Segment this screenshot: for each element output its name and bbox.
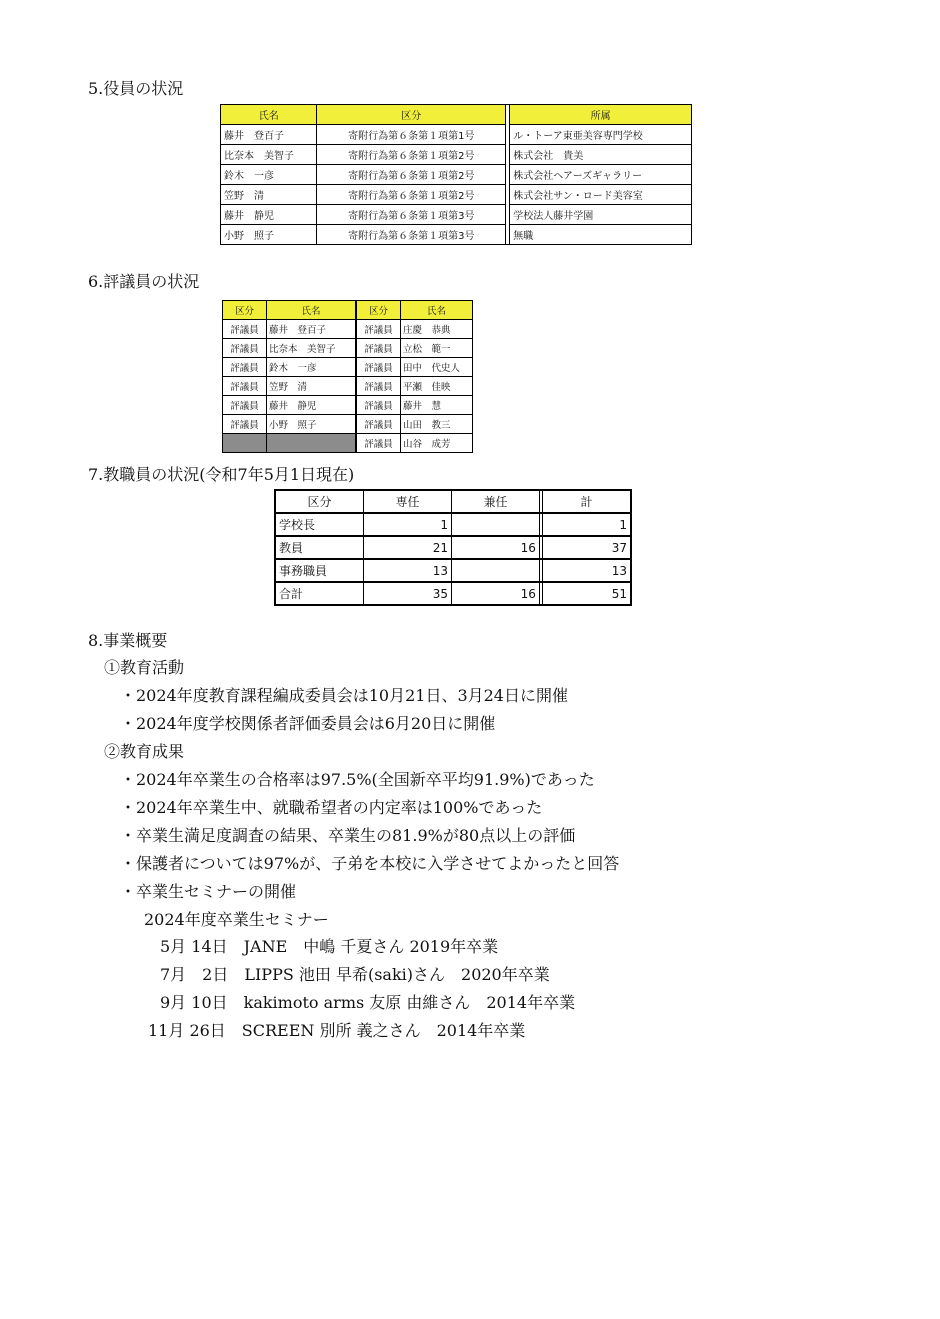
staff-category: 学校長 <box>276 514 364 537</box>
subheading-education-activities: ①教育活動 <box>104 658 185 677</box>
table-row <box>223 339 472 358</box>
list-item: ・2024年度教育課程編成委員会は10月21日、3月24日に開催 <box>120 686 568 705</box>
councilor-category: 評議員 <box>223 396 267 415</box>
councilor-category: 評議員 <box>357 396 401 415</box>
councilor-name: 笠野 清 <box>267 377 357 396</box>
header-total: 計 <box>543 491 630 514</box>
officer-affiliation: 株式会社ヘアーズギャラリー <box>510 165 691 185</box>
staff-fulltime: 13 <box>364 560 452 583</box>
section5-title: 5.役員の状況 <box>88 79 184 98</box>
officer-name: 笠野 清 <box>221 185 317 205</box>
councilor-category: 評議員 <box>357 377 401 396</box>
councilor-name: 庄慶 恭典 <box>401 320 472 339</box>
table-row <box>223 396 472 415</box>
header-name-right: 氏名 <box>401 301 472 320</box>
officer-affiliation: 株式会社サン・ロード美容室 <box>510 185 691 205</box>
officer-affiliation: 学校法人藤井学園 <box>510 205 691 225</box>
table-row <box>223 415 472 434</box>
officer-category: 寄附行為第６条第１項第2号 <box>317 145 506 165</box>
header-category-right: 区分 <box>357 301 401 320</box>
header-category: 区分 <box>276 491 364 514</box>
list-item: ・保護者については97%が、子弟を本校に入学させてよかったと回答 <box>120 854 620 873</box>
table-row <box>223 434 472 452</box>
table-row <box>276 537 630 560</box>
table-row <box>276 514 630 537</box>
empty-cell <box>267 434 357 452</box>
councilor-category: 評議員 <box>357 320 401 339</box>
councilor-category: 評議員 <box>223 358 267 377</box>
seminar-item: 7月 2日 LIPPS 池田 早希(saki)さん 2020年卒業 <box>160 965 550 984</box>
table-row <box>276 583 630 604</box>
councilor-category: 評議員 <box>357 358 401 377</box>
staff-parttime <box>452 514 540 537</box>
table-row <box>221 185 691 205</box>
officer-name: 小野 照子 <box>221 225 317 244</box>
empty-cell <box>223 434 267 452</box>
subheading-education-results: ②教育成果 <box>104 742 185 761</box>
councilor-category: 評議員 <box>223 415 267 434</box>
table-header-row <box>276 491 630 514</box>
officer-affiliation: ル・トーア東亜美容専門学校 <box>510 125 691 145</box>
councilor-category: 評議員 <box>223 320 267 339</box>
seminar-title: 2024年度卒業生セミナー <box>144 910 329 929</box>
officer-name: 比奈本 美智子 <box>221 145 317 165</box>
table-row <box>221 205 691 225</box>
list-item: ・2024年卒業生の合格率は97.5%(全国新卒平均91.9%)であった <box>120 770 595 789</box>
officer-category: 寄附行為第６条第１項第2号 <box>317 165 506 185</box>
councilor-name: 藤井 静児 <box>267 396 357 415</box>
officer-affiliation: 無職 <box>513 231 534 242</box>
header-category-left: 区分 <box>223 301 267 320</box>
list-item: ・2024年度学校関係者評価委員会は6月20日に開催 <box>120 714 496 733</box>
staff-parttime: 16 <box>452 583 540 604</box>
seminar-item: 9月 10日 kakimoto arms 友原 由維さん 2014年卒業 <box>160 993 576 1012</box>
councilor-name: 平瀬 佳映 <box>401 377 472 396</box>
header-name-left: 氏名 <box>267 301 357 320</box>
officers-table <box>220 104 692 245</box>
staff-parttime: 16 <box>452 537 540 560</box>
table-header-row <box>223 301 472 320</box>
councilor-name: 山田 教三 <box>401 415 472 434</box>
councilor-category: 評議員 <box>223 377 267 396</box>
councilor-name: 山谷 成芳 <box>403 439 451 450</box>
officer-affiliation: 株式会社 貴美 <box>510 145 691 165</box>
section8-title: 8.事業概要 <box>88 631 168 650</box>
councilor-category: 評議員 <box>357 434 401 452</box>
table-row <box>223 320 472 339</box>
councilor-category: 評議員 <box>223 339 267 358</box>
officer-category: 寄附行為第６条第１項第3号 <box>317 205 506 225</box>
councilor-name: 藤井 登百子 <box>267 320 357 339</box>
table-header-row <box>221 105 691 125</box>
officer-category: 寄附行為第６条第１項第1号 <box>317 125 506 145</box>
staff-total: 1 <box>543 514 630 537</box>
staff-total: 37 <box>543 537 630 560</box>
section6-title: 6.評議員の状況 <box>88 272 200 291</box>
header-fulltime: 専任 <box>364 491 452 514</box>
councilor-name: 藤井 慧 <box>401 396 472 415</box>
staff-fulltime: 35 <box>364 583 452 604</box>
table-row <box>221 225 691 244</box>
table-row <box>221 125 691 145</box>
seminar-item: 5月 14日 JANE 中嶋 千夏さん 2019年卒業 <box>160 937 499 956</box>
officer-category: 寄附行為第６条第１項第2号 <box>317 185 506 205</box>
list-item: ・2024年卒業生中、就職希望者の内定率は100%であった <box>120 798 543 817</box>
list-item: ・卒業生セミナーの開催 <box>120 882 297 901</box>
table-row <box>276 560 630 583</box>
councilor-name: 比奈本 美智子 <box>267 339 357 358</box>
section7-title: 7.教職員の状況(令和7年5月1日現在) <box>88 465 355 484</box>
table-row <box>221 165 691 185</box>
header-category: 区分 <box>317 105 506 125</box>
officer-name: 藤井 登百子 <box>221 125 317 145</box>
header-name: 氏名 <box>221 105 317 125</box>
councilor-name: 田中 代史人 <box>401 358 472 377</box>
officer-name: 鈴木 一彦 <box>221 165 317 185</box>
councilor-name: 鈴木 一彦 <box>267 358 357 377</box>
staff-total: 51 <box>611 586 627 601</box>
staff-parttime <box>452 560 540 583</box>
staff-fulltime: 21 <box>364 537 452 560</box>
list-item: ・卒業生満足度調査の結果、卒業生の81.9%が80点以上の評価 <box>120 826 576 845</box>
table-row <box>221 145 691 165</box>
table-row <box>223 377 472 396</box>
header-affiliation: 所属 <box>510 105 691 125</box>
councilor-category: 評議員 <box>357 415 401 434</box>
staff-category: 教員 <box>276 537 364 560</box>
header-parttime: 兼任 <box>452 491 540 514</box>
staff-category: 事務職員 <box>276 560 364 583</box>
officer-category: 寄附行為第６条第１項第3号 <box>317 225 506 244</box>
officer-name: 藤井 静児 <box>221 205 317 225</box>
staff-category: 合計 <box>276 583 364 604</box>
staff-total: 13 <box>543 560 630 583</box>
table-row <box>223 358 472 377</box>
councilors-table <box>222 300 473 453</box>
staff-table <box>274 489 632 606</box>
councilor-name: 小野 照子 <box>267 415 357 434</box>
staff-fulltime: 1 <box>364 514 452 537</box>
councilor-name: 立松 範一 <box>401 339 472 358</box>
seminar-item: 11月 26日 SCREEN 別所 義之さん 2014年卒業 <box>148 1021 526 1040</box>
councilor-category: 評議員 <box>357 339 401 358</box>
